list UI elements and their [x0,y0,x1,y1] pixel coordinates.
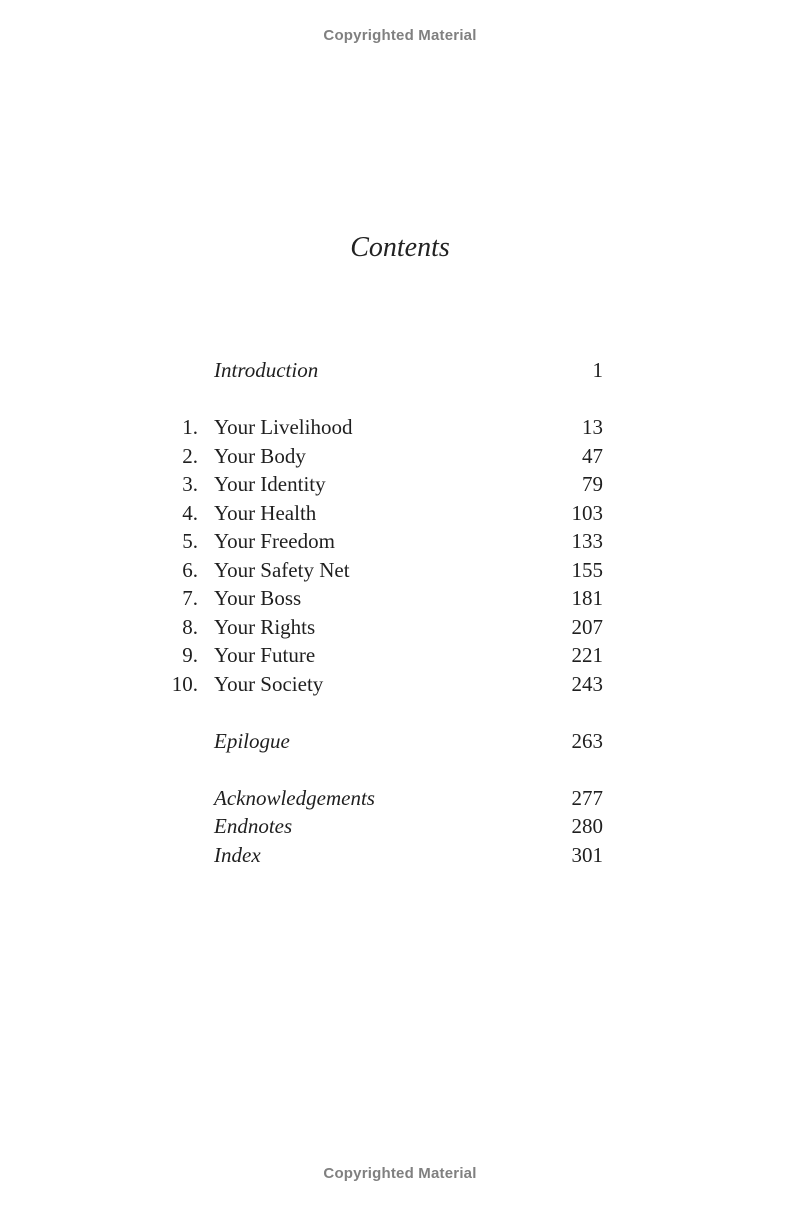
toc-chapter-1[interactable] [160,413,603,441]
toc-chapter-10[interactable] [160,670,603,698]
toc-chapter-number: 7. [182,586,198,610]
toc-entry-label: Introduction [214,358,319,382]
toc-entry-label: Epilogue [214,729,290,753]
toc-entry-label: Your Future [214,643,316,667]
toc-chapter-number: 10. [171,672,198,696]
toc-chapter-2[interactable] [160,442,603,470]
toc-entry-page: 181 [571,586,603,610]
toc-entry-label: Your Health [214,501,317,525]
toc-chapter-number: 9. [182,643,198,667]
toc-entry-acknowledgements[interactable] [160,784,603,812]
toc-entry-epilogue[interactable] [160,727,603,755]
toc-entry-page: 79 [582,472,603,496]
toc-entry-index[interactable] [160,841,603,869]
toc-entry-page: 280 [571,814,603,838]
toc-entry-label: Your Boss [214,586,302,610]
toc-entry-introduction[interactable] [160,356,603,384]
toc-chapter-9[interactable] [160,641,603,669]
toc-entry-page: 301 [571,843,603,867]
toc-entry-page: 133 [571,529,603,553]
toc-entry-label: Your Body [214,444,306,468]
toc-entry-label: Endnotes [214,814,293,838]
toc-chapter-number: 3. [182,472,198,496]
toc-entry-page: 103 [571,501,603,525]
toc-chapter-6[interactable] [160,556,603,584]
toc-chapter-number: 8. [182,615,198,639]
toc-entry-label: Your Safety Net [214,558,350,582]
toc-entry-page: 155 [571,558,603,582]
toc-entry-label: Index [214,843,261,867]
toc-entry-page: 1 [592,358,603,382]
toc-entry-page: 243 [571,672,603,696]
toc-entry-label: Your Freedom [214,529,335,553]
toc-chapter-5[interactable] [160,527,603,555]
toc-entry-label: Your Society [214,672,324,696]
toc-entry-page: 277 [571,786,603,810]
toc-chapter-number: 5. [182,529,198,553]
toc-entry-label: Your Identity [214,472,326,496]
copyright-watermark-top: Copyrighted Material [323,27,477,44]
toc-chapter-7[interactable] [160,584,603,612]
toc-entry-page: 207 [571,615,603,639]
toc-entry-label: Your Rights [214,615,316,639]
toc-chapter-number: 2. [182,444,198,468]
copyright-watermark-bottom: Copyrighted Material [323,1165,477,1182]
toc-entry-page: 263 [571,729,603,753]
toc-chapter-3[interactable] [160,470,603,498]
toc-entry-endnotes[interactable] [160,812,603,840]
toc-entry-label: Acknowledgements [214,786,375,810]
toc-entry-page: 13 [582,415,603,439]
toc-chapter-number: 4. [182,501,198,525]
toc-chapter-number: 1. [182,415,198,439]
toc-chapter-number: 6. [182,558,198,582]
toc-chapter-8[interactable] [160,613,603,641]
toc-entry-page: 221 [571,643,603,667]
toc-entry-label: Your Livelihood [214,415,353,439]
toc-entry-page: 47 [582,444,603,468]
page-title: Contents [350,232,450,263]
toc-chapter-4[interactable] [160,499,603,527]
